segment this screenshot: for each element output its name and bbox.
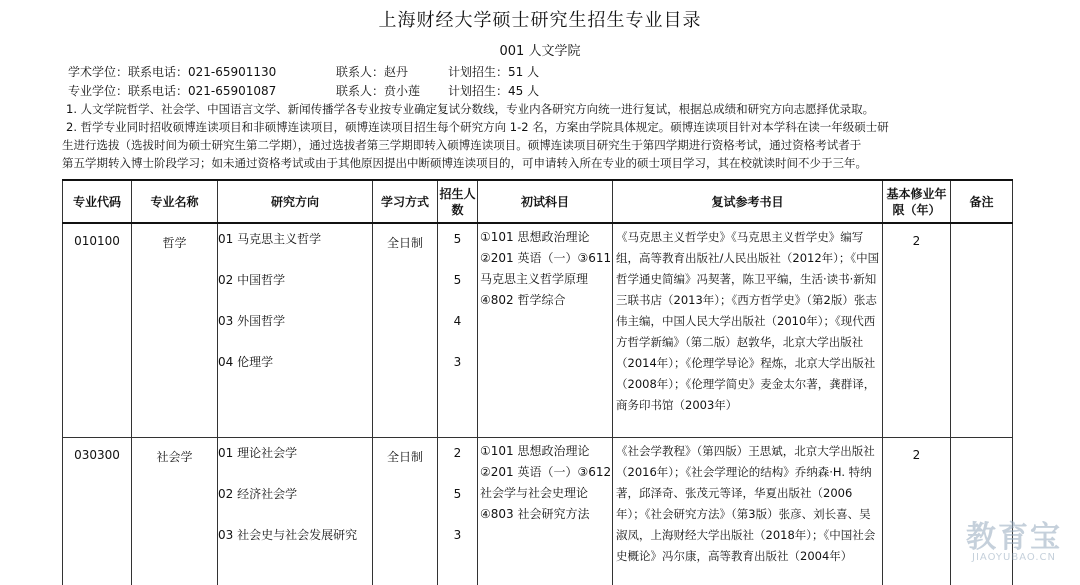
exam-line: ④802 哲学综合 <box>480 293 566 307</box>
header-years: 基本修业年限（年） <box>883 180 951 223</box>
header-name: 专业名称 <box>132 180 218 223</box>
count-item: 5 <box>453 232 462 246</box>
watermark-main-text: 教育宝 <box>966 520 1062 555</box>
enrollment-counts <box>438 223 478 437</box>
major-code: 030300 <box>63 437 132 585</box>
table-row <box>63 437 1013 585</box>
study-years: 2 <box>883 437 951 585</box>
note-line: 2. 哲学专业同时招收硕博连读项目和非硕博连读项目，硕博连读项目招生每个研究方向 1-2 名，方案由学院具体规定。硕博连读项目针对本学科在读一年级硕士研 <box>66 120 889 134</box>
header-direction: 研究方向 <box>218 180 373 223</box>
reference-books <box>613 437 883 585</box>
study-mode: 全日制 <box>373 437 438 585</box>
note-line: 第五学期转入博士阶段学习；如未通过资格考试或由于其他原因提出中断硕博连读项目的，可申请转入所在专业的硕士项目学习，其在校就读时间不少于三年。 <box>62 156 867 170</box>
direction-item: 02 中国哲学 <box>218 273 286 287</box>
direction-item: 03 外国哲学 <box>218 314 286 328</box>
direction-item: 01 马克思主义哲学 <box>218 232 322 246</box>
header-books: 复试参考书目 <box>613 180 883 223</box>
count-item: 4 <box>453 314 462 328</box>
contact-plan: 计划招生：51 人 <box>448 65 540 79</box>
contact-phone: 学术学位：联系电话：021-65901130 <box>68 65 277 79</box>
exam-subjects <box>478 437 613 585</box>
study-mode: 全日制 <box>373 223 438 437</box>
count-item: 5 <box>453 273 462 287</box>
exam-line: ①101 思想政治理论 <box>480 230 590 244</box>
exam-line: ①101 思想政治理论 <box>480 443 590 458</box>
enrollment-counts <box>438 437 478 585</box>
note-line: 生进行选拔（选拔时间为硕士研究生第二学期），通过选拔者第三学期即转入硕博连读项目。硕博连读项目研究生于第四学期进行资格考试，通过资格考试者于 <box>62 138 862 152</box>
contact-plan: 计划招生：45 人 <box>448 84 540 98</box>
note-line: 1. 人文学院哲学、社会学、中国语言文学、新闻传播学各专业按专业确定复试分数线，专业内各研究方向统一进行复试，根据总成绩和研究方向志愿择优录取。 <box>66 102 875 116</box>
reference-books: 《马克思主义哲学史》《马克思主义哲学史》编写组，高等教育出版社/人民出版社（2012年）；《中国哲学通史简编》冯契著，陈卫平编，生活·读书·新知三联书店（2013年）；《西方哲学史》（第2版）张志伟主编，中国人民大学出版社（2010年）；《现代西方哲学新编》（第二版）赵敦华，北京大学出版社（2014年）；《伦理学导论》程炼，北京大学出版社（2008年）；《伦理学简史》麦金太尔著，龚群译，商务印书馆（2003年） <box>613 223 883 437</box>
program-catalog-table <box>62 179 1013 585</box>
direction-item: 04 伦理学 <box>218 355 274 369</box>
exam-line: ②201 英语（一）③611 <box>480 251 612 265</box>
major-name: 哲学 <box>132 223 218 437</box>
exam-subjects <box>478 223 613 437</box>
contact-person: 联系人：赵丹 <box>336 65 409 79</box>
exam-line: 马克思主义哲学原理 <box>480 272 589 286</box>
count-item: 2 <box>453 445 462 460</box>
header-note: 备注 <box>951 180 1013 223</box>
reference-books-text: 《社会学教程》（第四版）王思斌，北京大学出版社（2016年）；《社会学理论的结构》乔纳森·H. 特纳著，邱泽奇、张茂元等译，华夏出版社（2006年）；《社会研究方法》（第3版）张彦、刘长喜、吴淑凤，上海财经大学出版社（2018年）；《中国社会史概论》冯尔康，高等教育出版社（2004年） <box>616 443 876 563</box>
count-item: 3 <box>453 527 462 542</box>
header-exam: 初试科目 <box>478 180 613 223</box>
direction-item: 02 经济社会学 <box>218 486 298 501</box>
study-years: 2 <box>883 223 951 437</box>
major-name: 社会学 <box>132 437 218 585</box>
count-item: 3 <box>453 355 462 369</box>
exam-line: 社会学与社会史理论 <box>480 485 589 500</box>
major-code: 010100 <box>63 223 132 437</box>
remark <box>951 223 1013 437</box>
header-code: 专业代码 <box>63 180 132 223</box>
site-watermark-logo <box>966 512 1062 563</box>
direction-item: 01 理论社会学 <box>218 445 298 460</box>
direction-item: 03 社会史与社会发展研究 <box>218 527 358 542</box>
header-mode: 学习方式 <box>373 180 438 223</box>
table-header-row <box>63 180 1013 223</box>
exam-line: ②201 英语（一）③612 <box>480 464 612 479</box>
exam-line: ④803 社会研究方法 <box>480 506 590 521</box>
contact-phone: 专业学位：联系电话：021-65901087 <box>68 84 277 98</box>
research-directions <box>218 223 373 437</box>
research-directions <box>218 437 373 585</box>
admission-notes <box>62 100 1022 172</box>
page-title: 上海财经大学硕士研究生招生专业目录 <box>378 10 702 31</box>
watermark-sub-text: JIAOYUBAO.CN <box>972 552 1056 563</box>
school-heading: 001 人文学院 <box>499 44 581 59</box>
contact-person: 联系人：贲小莲 <box>336 84 421 98</box>
header-count: 招生人数 <box>438 180 478 223</box>
count-item: 5 <box>453 486 462 501</box>
table-row <box>63 223 1013 437</box>
